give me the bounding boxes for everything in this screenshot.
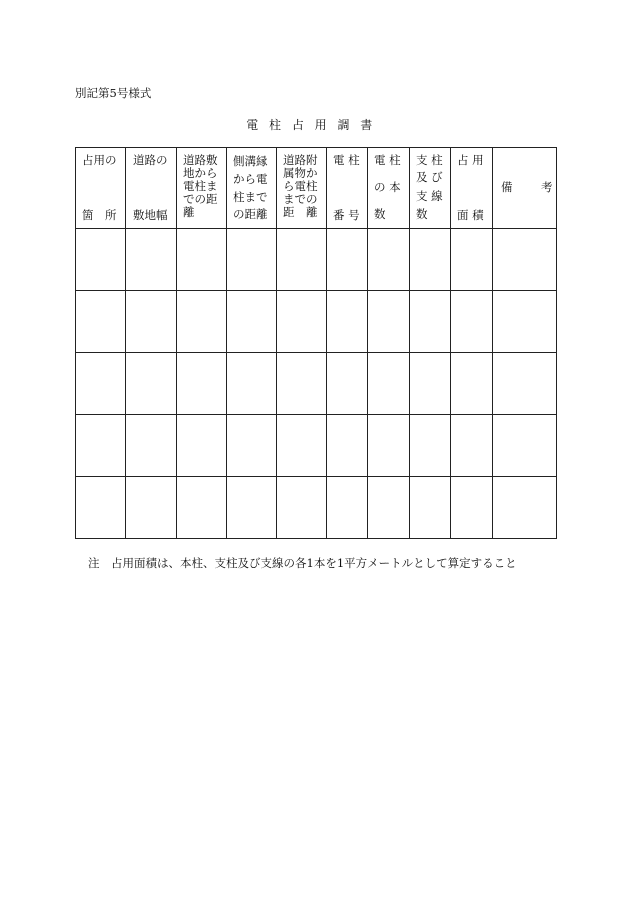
- header-line: 敷地幅: [133, 208, 168, 222]
- header-line: 及 び: [416, 170, 443, 184]
- header-road-site-width: [126, 148, 177, 229]
- header-line: 面 積: [457, 208, 484, 222]
- table-cell: [327, 291, 368, 353]
- header-line: 道路敷: [183, 153, 218, 167]
- table-cell: [493, 477, 557, 539]
- table-cell: [76, 415, 126, 477]
- header-line: ら電柱: [283, 179, 318, 193]
- header-line: 柱まで: [233, 190, 268, 204]
- survey-table: [75, 147, 557, 539]
- table-cell: [327, 477, 368, 539]
- header-stay-and-guy-wire-count: [410, 148, 451, 229]
- table-cell: [76, 477, 126, 539]
- table-cell: [368, 229, 410, 291]
- header-remarks: [493, 148, 557, 229]
- table-cell: [410, 291, 451, 353]
- header-line: 道路の: [133, 153, 168, 167]
- table-cell: [451, 415, 493, 477]
- table-cell: [227, 477, 277, 539]
- header-line: 数: [374, 207, 386, 221]
- table-cell: [493, 353, 557, 415]
- header-distance-gutter-to-pole: [227, 148, 277, 229]
- header-line: 地から: [183, 166, 218, 180]
- table-cell: [126, 477, 177, 539]
- table-cell: [227, 415, 277, 477]
- table-cell: [277, 353, 327, 415]
- table-cell: [126, 415, 177, 477]
- header-line: 考: [541, 180, 553, 194]
- header-line: での距: [183, 192, 218, 206]
- table-cell: [177, 291, 227, 353]
- table-cell: [327, 229, 368, 291]
- header-line: から電: [233, 172, 268, 186]
- header-line: 電 柱: [333, 153, 360, 167]
- table-cell: [227, 291, 277, 353]
- header-line: 電 柱: [374, 153, 401, 167]
- header-line: 属物か: [283, 166, 318, 180]
- table-cell: [177, 415, 227, 477]
- header-line: 箇 所: [82, 208, 117, 222]
- header-line: までの: [283, 192, 318, 206]
- header-occupied-location: [76, 148, 126, 229]
- header-line: 離: [183, 205, 195, 219]
- header-line: 距 離: [283, 205, 318, 219]
- table-cell: [368, 353, 410, 415]
- table-cell: [227, 229, 277, 291]
- header-line: 番 号: [333, 208, 360, 222]
- table-cell: [410, 477, 451, 539]
- table-cell: [368, 291, 410, 353]
- header-line: の距離: [233, 207, 268, 221]
- header-line: 占用の: [82, 153, 117, 167]
- table-cell: [368, 477, 410, 539]
- table-cell: [410, 353, 451, 415]
- table-cell: [451, 229, 493, 291]
- table-cell: [451, 291, 493, 353]
- table-cell: [277, 229, 327, 291]
- header-line: 側溝縁: [233, 154, 268, 168]
- table-cell: [493, 415, 557, 477]
- table-cell: [76, 353, 126, 415]
- table-cell: [277, 415, 327, 477]
- header-occupied-area: [451, 148, 493, 229]
- table-cell: [410, 229, 451, 291]
- header-line: 支 線: [416, 189, 443, 203]
- header-line: 数: [416, 207, 428, 221]
- table-cell: [177, 353, 227, 415]
- header-line: 道路附: [283, 153, 318, 167]
- table-cell: [277, 291, 327, 353]
- header-line: 支 柱: [416, 153, 443, 167]
- table-cell: [451, 353, 493, 415]
- table-cell: [327, 353, 368, 415]
- header-pole-number: [327, 148, 368, 229]
- table-cell: [227, 353, 277, 415]
- table-cell: [368, 415, 410, 477]
- table-cell: [493, 291, 557, 353]
- header-line: の 本: [374, 180, 401, 194]
- table-cell: [493, 229, 557, 291]
- table-cell: [177, 229, 227, 291]
- header-distance-road-facility-to-pole: [277, 148, 327, 229]
- form-number-label: 別記第5号様式: [75, 86, 152, 100]
- table-cell: [76, 291, 126, 353]
- table-cell: [76, 229, 126, 291]
- document-title: 電 柱 占 用 調 書: [246, 118, 376, 132]
- table-cell: [126, 229, 177, 291]
- table-cell: [277, 477, 327, 539]
- table-cell: [410, 415, 451, 477]
- header-line: 占 用: [457, 153, 484, 167]
- header-line: 備: [501, 180, 513, 194]
- header-pole-count: [368, 148, 410, 229]
- footnote: 注 占用面積は、本柱、支柱及び支線の各1本を1平方メートルとして算定すること: [88, 556, 517, 570]
- header-distance-road-site-to-pole: [177, 148, 227, 229]
- table-cell: [126, 291, 177, 353]
- table-cell: [451, 477, 493, 539]
- table-cell: [327, 415, 368, 477]
- table-cell: [177, 477, 227, 539]
- header-line: 電柱ま: [183, 179, 218, 193]
- table-cell: [126, 353, 177, 415]
